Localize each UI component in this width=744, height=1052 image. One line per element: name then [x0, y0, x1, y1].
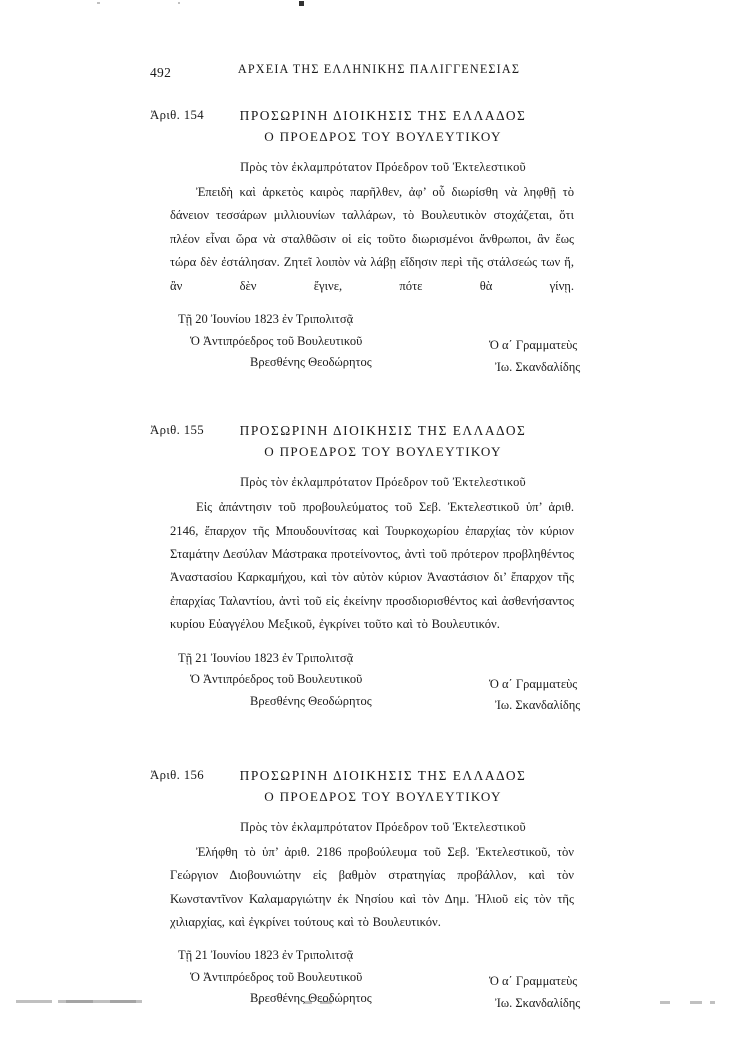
act-heading-line-2: Ο ΠΡΟΕΔΡΟΣ ΤΟΥ ΒΟΥΛΕΥΤΙΚΟΥ: [264, 443, 502, 459]
act-number-label: Ἀριθ. 156: [150, 767, 204, 782]
act-secretary-name: Ἰω. Σκανδαλίδης: [495, 359, 581, 374]
act-entry: [0, 766, 744, 1020]
act-entry: [0, 421, 744, 722]
act-signer-name: Βρεσθένης Θεοδώρητος: [250, 991, 372, 1006]
act-addressee: Πρὸς τὸν ἐκλαμπρότατον Πρόεδρον τοῦ Ἐκτελεστικοῦ: [240, 475, 526, 490]
act-signature-block: [0, 309, 744, 383]
act-secretary-role: Ὁ α΄ Γραμματεὺς: [489, 974, 578, 989]
act-date-line: Τῇ 20 Ἰουνίου 1823 ἐν Τριπολιτσᾷ: [178, 312, 354, 327]
act-body-text: Εἰς ἀπάντησιν τοῦ προβουλεύματος τοῦ Σεβ. Ἐκτελεστικοῦ ὑπ’ ἀριθ. 2146, ἔπαρχον τῆς Μπουδουνίτσας καὶ Τουρκοχωρίου ἐπαρχίας τὸν κύριον Σταμάτην Δεσύλαν Μάστρακα προτείνοντος, ἀντὶ τοῦ πρότερον προβληθέντος Ἀναστασίου Καρκαμήχου, καὶ τὸν αὐτὸν κύριον Ἀναστάσιον δι’ ἔπαρχον τῆς ἐπαρχίας Ταλαντίου, ἀντὶ τοῦ εἰς ἐκείνην προσδιορισθέντος καὶ ἀσθενήσαντος κυρίου Εὐαγγέλου Μεξικοῦ, ἐγκρίνει τοῦτο καὶ τὸ Βουλευτικόν.: [170, 500, 574, 632]
act-number-label: Ἀριθ. 155: [150, 423, 204, 438]
act-heading-line-1: ΠΡΟΣΩΡΙΝΗ ΔΙΟΙΚΗΣΙΣ ΤΗΣ ΕΛΛΑΔΟΣ: [239, 423, 527, 439]
act-signer-name: Βρεσθένης Θεοδώρητος: [250, 693, 372, 708]
act-secretary-name: Ἰω. Σκανδαλίδης: [495, 698, 581, 713]
running-head-title: ΑΡΧΕΙΑ ΤΗΣ ΕΛΛΗΝΙΚΗΣ ΠΑΛΙΓΓΕΝΕΣΙΑΣ: [237, 62, 521, 76]
act-body-text: Ἐλήφθη τὸ ὑπ’ ἀριθ. 2186 προβούλευμα τοῦ Σεβ. Ἐκτελεστικοῦ, τὸν Γεώργιον Διοβουνιώτην εἰς βαθμὸν στρατηγίας προβάλλον, καὶ τὸν Κωνσταντῖνον Καλαμαργιώτην ἐκ Νησίου καὶ τὸν Δημ. Ἠλιοῦ εἰς τὸν τῆς χιλιαρχίας, καὶ ἐγκρίνει τούτους καὶ τὸ Βουλευτικόν.: [170, 844, 574, 930]
act-signer-role: Ὁ Ἀντιπρόεδρος τοῦ Βουλευτικοῦ: [190, 969, 363, 984]
act-signer-role: Ὁ Ἀντιπρόεδρος τοῦ Βουλευτικοῦ: [190, 333, 363, 348]
act-number-label: Ἀριθ. 154: [150, 108, 204, 122]
act-signer-name: Βρεσθένης Θεοδώρητος: [250, 355, 372, 370]
act-secretary-name: Ἰω. Σκανδαλίδης: [495, 995, 581, 1010]
act-entry: [0, 106, 744, 383]
act-addressee: Πρὸς τὸν ἐκλαμπρότατον Πρόεδρον τοῦ Ἐκτελεστικοῦ: [240, 160, 526, 175]
running-head: [0, 62, 744, 88]
act-heading-line-2: Ο ΠΡΟΕΔΡΟΣ ΤΟΥ ΒΟΥΛΕΥΤΙΚΟΥ: [264, 128, 502, 144]
act-date-line: Τῇ 21 Ἰουνίου 1823 ἐν Τριπολιτσᾷ: [178, 650, 354, 665]
act-body-text: Ἐπειδὴ καὶ ἀρκετὸς καιρὸς παρῆλθεν, ἀφ’ οὗ διωρίσθη νὰ ληφθῇ τὸ δάνειον τεσσάρων μιλλιουνίων ταλλάρων, τὸ Βουλευτικὸν στοχάζεται, ὅτι πλέον εἶναι ὥρα νὰ σταλθῶσιν οἱ εἰς τοῦτο διωρισμένοι ἄνθρωποι, ἂν ἕως τώρα δὲν ἐστάλησαν. Ζητεῖ λοιπὸν νὰ λάβῃ εἴδησιν περὶ τῆς στάλσεώς των ἤ, ἂν δὲν ἔγινε, πότε θὰ γίνῃ.: [170, 185, 574, 293]
act-signature-block: [0, 945, 744, 1019]
act-heading-line-2: Ο ΠΡΟΕΔΡΟΣ ΤΟΥ ΒΟΥΛΕΥΤΙΚΟΥ: [264, 788, 502, 804]
act-date-line: Τῇ 21 Ἰουνίου 1823 ἐν Τριπολιτσᾷ: [178, 948, 354, 963]
act-secretary-role: Ὁ α΄ Γραμματεὺς: [489, 338, 578, 353]
act-addressee: Πρὸς τὸν ἐκλαμπρότατον Πρόεδρον τοῦ Ἐκτελεστικοῦ: [240, 819, 526, 834]
page-number: 492: [150, 65, 172, 80]
act-signature-block: [0, 648, 744, 722]
act-heading-line-1: ΠΡΟΣΩΡΙΝΗ ΔΙΟΙΚΗΣΙΣ ΤΗΣ ΕΛΛΑΔΟΣ: [239, 108, 527, 123]
act-secretary-role: Ὁ α΄ Γραμματεὺς: [489, 676, 578, 691]
act-heading-line-1: ΠΡΟΣΩΡΙΝΗ ΔΙΟΙΚΗΣΙΣ ΤΗΣ ΕΛΛΑΔΟΣ: [239, 767, 527, 783]
act-signer-role: Ὁ Ἀντιπρόεδρος τοῦ Βουλευτικοῦ: [190, 672, 363, 687]
